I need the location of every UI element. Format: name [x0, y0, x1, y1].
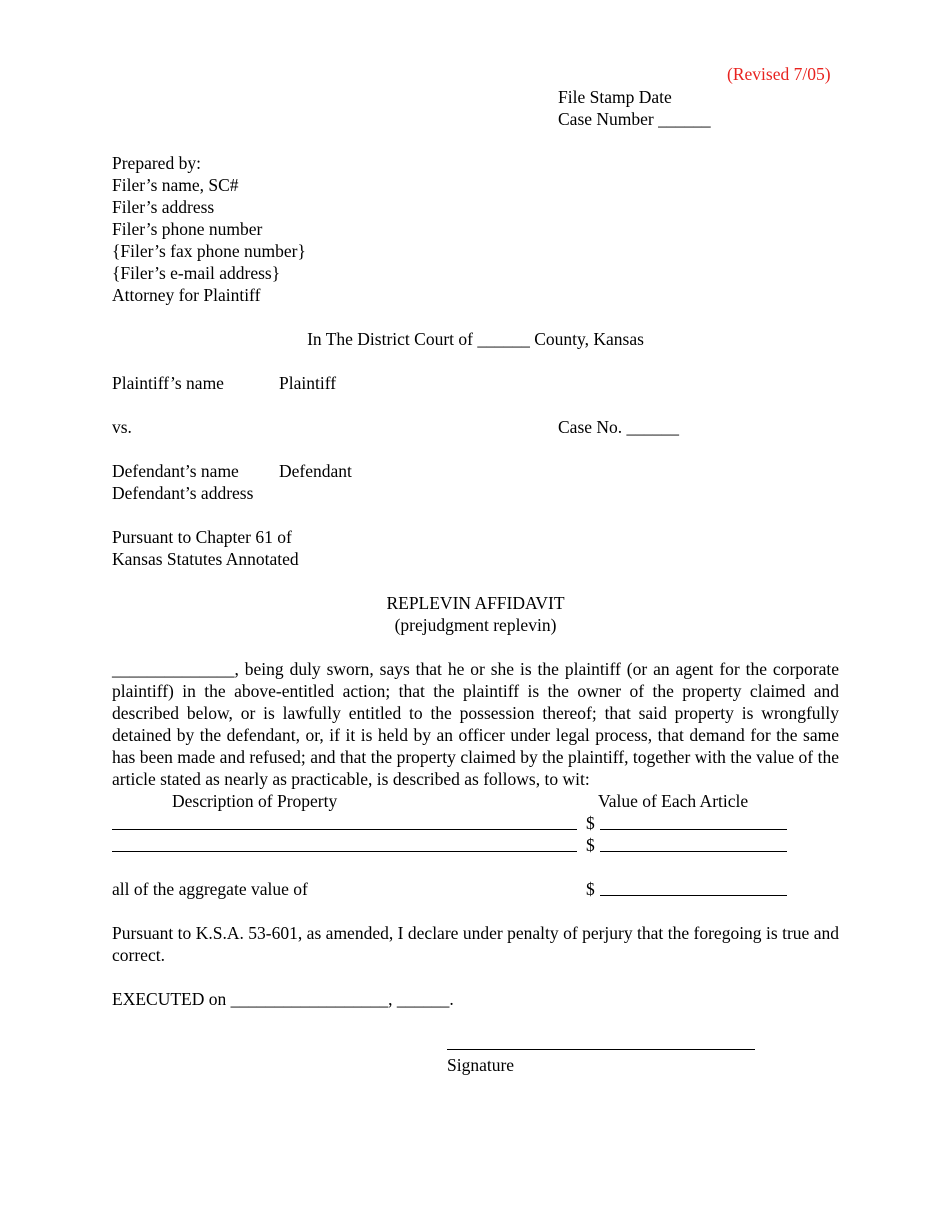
description-line-2[interactable]: [112, 851, 577, 852]
value-column-header: Value of Each Article: [598, 791, 749, 811]
plaintiff-name: Plaintiff’s name: [112, 373, 224, 393]
filer-name: Filer’s name, SC#: [112, 175, 239, 195]
versus: vs.: [112, 417, 132, 437]
case-number: Case Number ______: [558, 109, 711, 129]
filer-fax: {Filer’s fax phone number}: [112, 241, 306, 261]
document-title: REPLEVIN AFFIDAVIT: [386, 593, 565, 613]
statute-line-2: Kansas Statutes Annotated: [112, 549, 299, 569]
attorney-for-plaintiff: Attorney for Plaintiff: [112, 285, 261, 305]
file-stamp-date: File Stamp Date: [558, 87, 672, 107]
revised-date: (Revised 7/05): [727, 64, 831, 84]
filer-phone: Filer’s phone number: [112, 219, 263, 239]
dollar-sign-1: $: [586, 813, 595, 833]
description-line-1[interactable]: [112, 829, 577, 830]
signature-line[interactable]: [447, 1049, 755, 1050]
defendant-address: Defendant’s address: [112, 483, 254, 503]
defendant-name: Defendant’s name: [112, 461, 239, 481]
aggregate-label: all of the aggregate value of: [112, 879, 308, 899]
aggregate-value-line[interactable]: [600, 895, 787, 896]
value-line-1[interactable]: [600, 829, 787, 830]
value-line-2[interactable]: [600, 851, 787, 852]
defendant-role: Defendant: [279, 461, 352, 481]
signature-label: Signature: [447, 1055, 515, 1075]
declaration-text: Pursuant to K.S.A. 53-601, as amended, I declare under penalty of perjury that the foregoing is true and correct.: [112, 923, 839, 965]
plaintiff-role: Plaintiff: [279, 373, 337, 393]
filer-email: {Filer’s e-mail address}: [112, 263, 281, 283]
dollar-sign-2: $: [586, 835, 595, 855]
description-column-header: Description of Property: [172, 791, 338, 811]
document-subtitle: (prejudgment replevin): [394, 615, 557, 635]
statute-line-1: Pursuant to Chapter 61 of: [112, 527, 292, 547]
case-no: Case No. ______: [558, 417, 680, 437]
affidavit-body: ______________, being duly sworn, says that he or she is the plaintiff (or an agent for the corporate plaintiff) in the above-entitled action; that the plaintiff is the owner of the property claimed and described below, or is lawfully entitled to the possession thereof; that said property is wrongfully detained by the defendant, or, if it is held by an officer under legal process, that demand for the same has been made and refused; and that the property claimed by the plaintiff, together with the value of the article stated as nearly as practicable, is described as follows, to wit:: [112, 659, 839, 789]
filer-address: Filer’s address: [112, 197, 215, 217]
dollar-sign-aggregate: $: [586, 879, 595, 899]
executed-on: EXECUTED on __________________, ______.: [112, 989, 454, 1009]
court-title: In The District Court of ______ County, Kansas: [307, 329, 644, 349]
prepared-by-label: Prepared by:: [112, 153, 201, 173]
